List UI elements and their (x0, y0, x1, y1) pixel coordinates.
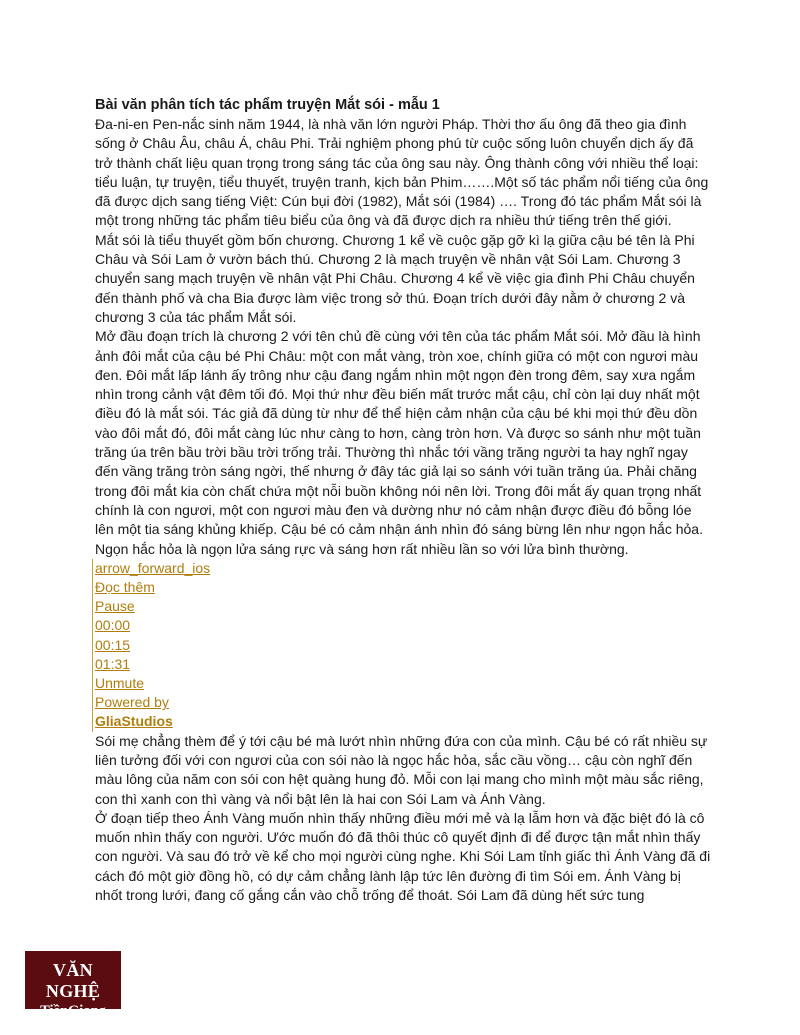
van-nghe-tien-giang-logo (25, 951, 121, 1019)
next-icon-link[interactable]: arrow_forward_ios (95, 559, 211, 576)
time-skip[interactable]: 00:15 (95, 636, 131, 653)
glia-studios-link[interactable]: GliaStudios (95, 713, 173, 730)
powered-by-link[interactable]: Powered by (95, 694, 169, 711)
time-current[interactable]: 00:00 (95, 617, 131, 634)
paragraph-wolf-mother: Sói mẹ chẳng thèm để ý tới cậu bé mà lướt nhìn những đứa con của mình. Cậu bé có rất nhiều sự liên tưởng đối với con ngươi của con sói nào là ngọc hắc hỏa, sắc cầu vồng… cậu còn nghĩ đến màu lông của năm con sói con hệt quàng hung đỏ. Mỗi con lại mang cho mình một màu sắc riêng, con thì xanh con thì vàng và nổi bật lên là hai con Sói Lam và Ánh Vàng. (95, 732, 708, 807)
unmute-button[interactable]: Unmute (95, 675, 145, 692)
logo-line-2: TiềnGiang (40, 1003, 106, 1019)
article-body (95, 96, 711, 905)
paragraph-analysis: Mở đầu đoạn trích là chương 2 với tên chủ đề cùng với tên của tác phẩm Mắt sói. Mở đầu là hình ảnh đôi mắt của cậu bé Phi Châu: một con mắt vàng, tròn xoe, chính giữa có một con ngươi màu đen. Đôi mắt lấp lánh ấy trông như cậu đang ngắm nhìn một ngọn đèn trong đêm, say xưa ngắm nhìn trong cảnh vật đêm tối đó. Mọi thứ như đều biến mất trước mắt cậu, chỉ còn lại duy nhất một điều đó là mắt sói. Tác giả đã dùng từ như để thể hiện cảm nhận của cậu bé khi mọi thứ đều dồn vào đôi mắt đó, đôi mắt càng lúc như càng to hơn, càng tròn hơn. Và được so sánh như một tuần trăng úa trên bầu trời bầu trời trống trải. Thường thì nhắc tới vầng trăng người ta hay nghĩ ngay đến vầng trăng tròn sáng ngời, thế nhưng ở đây tác giả lại so sánh với tuần trăng úa. Phải chăng trong đôi mắt kia còn chất chứa một nỗi buồn không nói nên lời. Trong đôi mắt ấy quan trọng nhất chính là con ngươi, một con ngươi màu đen và dường như nó cảm nhận được điều đó bỗng lóe lên một tia sáng khủng khiếp. Cậu bé có cảm nhận ánh nhìn đó sáng bừng lên như ngọn hắc hỏa. Ngọn hắc hỏa là ngọn lửa sáng rực và sáng hơn rất nhiều lần so với lửa bình thường. (95, 328, 703, 557)
time-total[interactable]: 01:31 (95, 655, 131, 672)
article-title: Bài văn phân tích tác phẩm truyện Mắt sói - mẫu 1 (95, 97, 440, 113)
paragraph-summary: Mắt sói là tiểu thuyết gồm bốn chương. Chương 1 kể về cuộc gặp gỡ kì lạ giữa cậu bé tên là Phi Châu và Sói Lam ở vườn bách thú. Chương 2 là mạch truyện về nhân vật Sói Lam. Chương 3 chuyển sang mạch truyện về nhân vật Phi Châu. Chương 4 kể về việc gia đình Phi Châu chuyển đến thành phố và cha Bia được làm việc trong sở thú. Đoạn trích dưới đây nằm ở chương 2 và chương 3 của tác phẩm Mắt sói. (95, 231, 695, 325)
paragraph-intro: Đa-ni-en Pen-nắc sinh năm 1944, là nhà văn lớn người Pháp. Thời thơ ấu ông đã theo gia đình sống ở Châu Âu, châu Á, châu Phi. Trải nghiệm phong phú từ cuộc sống luôn chuyển dịch ấy đã trở thành chất liệu quan trọng trong sáng tác của ông sau này. Ông thành công với nhiều thể loại: tiểu luận, tự truyện, tiểu thuyết, truyện tranh, kịch bản Phim…….Một số tác phẩm nổi tiếng của ông đã được dịch sang tiếng Việt: Cún bụi đời (1982), Mắt sói (1984) …. Trong đó tác phẩm Mắt sói là một trong những tác phẩm tiêu biểu của ông và đã được dịch ra nhiều thứ tiếng trên thế giới. (95, 116, 709, 229)
read-more-link[interactable]: Đọc thêm (95, 579, 155, 596)
paragraph-anh-vang: Ở đoạn tiếp theo Ánh Vàng muốn nhìn thấy những điều mới mẻ và lạ lẫm hơn và đặc biệt đó là cô muốn nhìn thấy con người. Ước muốn đó đã thôi thúc cô quyết định đi để được tận mắt nhìn thấy con người. Và sau đó trở về kể cho mọi người cùng nghe. Khi Sói Lam tỉnh giấc thì Ánh Vàng đã đi cách đó một giờ đồng hồ, có dự cảm chẳng lành lập tức lên đường đi tìm Sói em. Ánh Vàng bị nhốt trong lưới, đang cố gắng cắn vào chỗ trống để thoát. Sói Lam đã dùng hết sức tung (95, 809, 711, 904)
video-player-links (92, 559, 711, 732)
logo-line-1: VĂN NGHỆ (45, 960, 101, 1001)
pause-button[interactable]: Pause (95, 598, 135, 615)
